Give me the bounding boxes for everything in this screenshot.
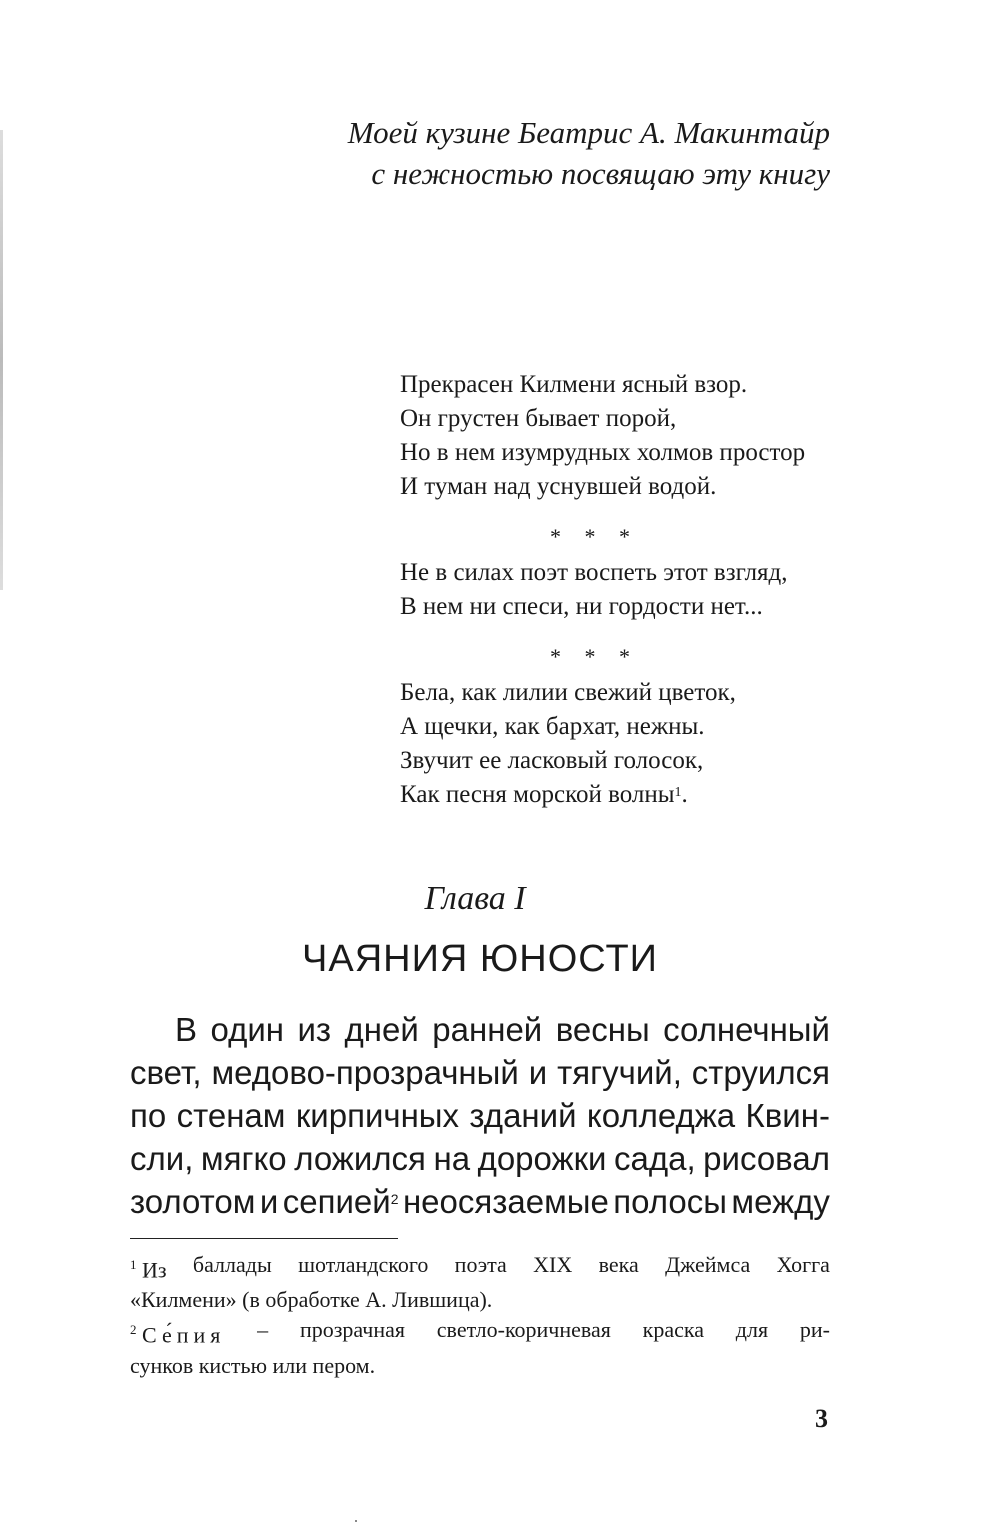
poem-line: Он грустен бывает порой, (400, 405, 677, 432)
body-line (130, 1137, 830, 1180)
word: краска (642, 1317, 705, 1343)
word: тягучий, (557, 1054, 682, 1091)
word: XIX (533, 1252, 573, 1277)
footnote-line: сунков кистью или пером. (130, 1352, 376, 1378)
word: прозрачная (299, 1317, 406, 1343)
stanza-separator: * * * (550, 644, 639, 669)
word: неосязаемые (402, 1183, 609, 1220)
body-paragraph (130, 1008, 830, 1223)
word: ранней (432, 1011, 543, 1048)
word: ри- (799, 1317, 830, 1343)
word: – (257, 1317, 269, 1343)
footnote-line (130, 1250, 830, 1285)
word: зданий (469, 1097, 577, 1134)
footnote-lead (130, 1315, 225, 1350)
footnote-number: 1 (130, 1257, 137, 1272)
footnote-term: Се́пия (142, 1322, 226, 1348)
word: Из (142, 1257, 167, 1283)
poem-line: Прекрасен Килмени ясный взор. (400, 371, 748, 398)
word: полосы (613, 1183, 727, 1220)
word: один (210, 1011, 285, 1048)
poem-line: И туман над уснувшей водой. (400, 473, 717, 500)
word: века (598, 1252, 639, 1277)
footnote-number: 2 (130, 1322, 137, 1338)
poem-line: В нем ни спеси, ни гордости нет... (400, 593, 763, 620)
word: золотом (130, 1183, 256, 1220)
footnote-lead (130, 1250, 167, 1285)
poem-end-punctuation: . (681, 781, 688, 808)
word: для (735, 1317, 769, 1343)
footnote-reference: 2 (390, 1191, 399, 1207)
word: кирпичных (295, 1097, 460, 1134)
footnote-line (130, 1315, 830, 1350)
word: и (528, 1054, 548, 1091)
poem-stanza (400, 368, 805, 504)
dedication-line: с нежностью посвящаю эту книгу (371, 156, 830, 191)
word: сепией (282, 1183, 391, 1220)
body-line (130, 1094, 830, 1137)
body-line (130, 1008, 830, 1051)
word: из (297, 1011, 332, 1048)
page-edge-shadow (0, 130, 3, 590)
page-number: 3 (815, 1404, 828, 1433)
poem-line: Бела, как лилии свежий цветок, (400, 679, 736, 706)
word: стенам (176, 1097, 286, 1134)
word: колледжа (586, 1097, 736, 1134)
poem-stanza (400, 676, 805, 812)
dedication-line: Моей кузине Беатрис А. Макинтайр (347, 115, 830, 150)
word: сада, (614, 1140, 696, 1177)
word: ложился (294, 1140, 426, 1177)
word: свет, (130, 1054, 202, 1091)
word: солнечный (663, 1011, 830, 1048)
body-line (130, 1051, 830, 1094)
word: медово-прозрачный (211, 1054, 519, 1091)
word: между (731, 1183, 830, 1220)
poem-line: Не в силах поэт воспеть этот взгляд, (400, 559, 788, 586)
footnotes (130, 1250, 830, 1381)
poem-line (400, 778, 805, 812)
word: шотландского (298, 1252, 429, 1277)
word: по (130, 1097, 167, 1134)
word: сли, (130, 1140, 194, 1177)
word: светло-коричневая (436, 1317, 611, 1343)
poem-stanza (400, 556, 805, 624)
word: струился (691, 1054, 830, 1091)
word: рисовал (703, 1140, 830, 1177)
word: дорожки (477, 1140, 607, 1177)
word: поэта (454, 1252, 507, 1277)
body-line (130, 1180, 830, 1223)
word: Джеймса (665, 1252, 751, 1277)
word: Квин- (745, 1097, 830, 1134)
poem-line: Звучит ее ласковый голосок, (400, 747, 704, 774)
poem-line: Но в нем изумрудных холмов простор (400, 439, 806, 466)
footnote-reference: 1 (674, 785, 682, 800)
footnote-line: «Килмени» (в обработке А. Лившица). (130, 1287, 493, 1313)
word: В (175, 1011, 198, 1048)
chapter-title: ЧАЯНИЯ ЮНОСТИ (302, 938, 658, 980)
word: дней (344, 1011, 419, 1048)
epigraph-poem (400, 368, 805, 812)
poem-line: А щечки, как бархат, нежны. (400, 713, 705, 740)
word: мягко (200, 1140, 287, 1177)
word: и (259, 1183, 279, 1220)
word: Хогга (776, 1252, 830, 1277)
chapter-number: Глава I (424, 880, 526, 917)
word-with-footnote (283, 1180, 399, 1223)
poem-line-text: Как песня морской волны (400, 781, 675, 808)
word: баллады (192, 1252, 272, 1277)
dedication (348, 112, 830, 194)
footnote-divider (130, 1238, 398, 1239)
word: на (433, 1140, 471, 1177)
stanza-separator: * * * (550, 524, 639, 549)
scan-speck (355, 1520, 357, 1522)
word: весны (555, 1011, 650, 1048)
